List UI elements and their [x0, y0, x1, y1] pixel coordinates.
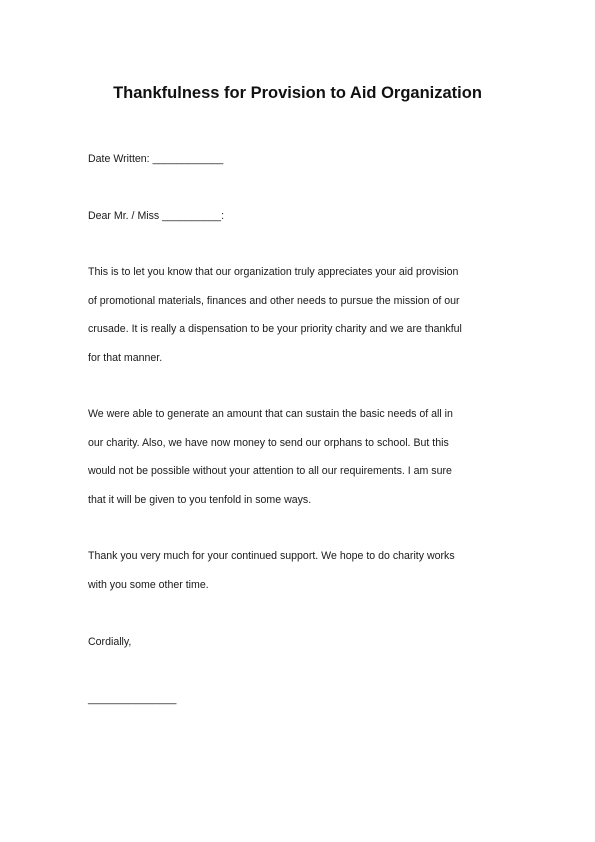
paragraph-line: for that manner. — [88, 351, 163, 364]
closing: Cordially, — [88, 636, 132, 648]
paragraph-line: We were able to generate an amount that can sustain the basic needs of all in — [88, 408, 453, 420]
paragraph-line: of promotional materials, finances and other needs to pursue the mission of our — [88, 294, 460, 307]
letter-title: Thankfulness for Provision to Aid Organization — [113, 84, 482, 102]
date-written-line: Date Written: ____________ — [88, 153, 224, 165]
paragraph-line: with you some other time. — [88, 578, 209, 591]
signature-line: _______________ — [88, 693, 177, 705]
paragraph-line: would not be possible without your attention to all our requirements. I am sure — [88, 465, 452, 477]
paragraph-line: our charity. Also, we have now money to send our orphans to school. But this — [88, 436, 449, 449]
paragraph-line: that it will be given to you tenfold in some ways. — [88, 493, 312, 506]
paragraph-results — [88, 400, 518, 514]
paragraph-line: This is to let you know that our organization truly appreciates your aid provision — [88, 266, 459, 278]
paragraph-thanks — [88, 542, 518, 599]
paragraph-line: Thank you very much for your continued support. We hope to do charity works — [88, 550, 455, 562]
paragraph-appreciation — [88, 258, 518, 372]
paragraph-line: crusade. It is really a dispensation to be your priority charity and we are thankful — [88, 323, 462, 335]
salutation: Dear Mr. / Miss __________: — [88, 210, 225, 222]
